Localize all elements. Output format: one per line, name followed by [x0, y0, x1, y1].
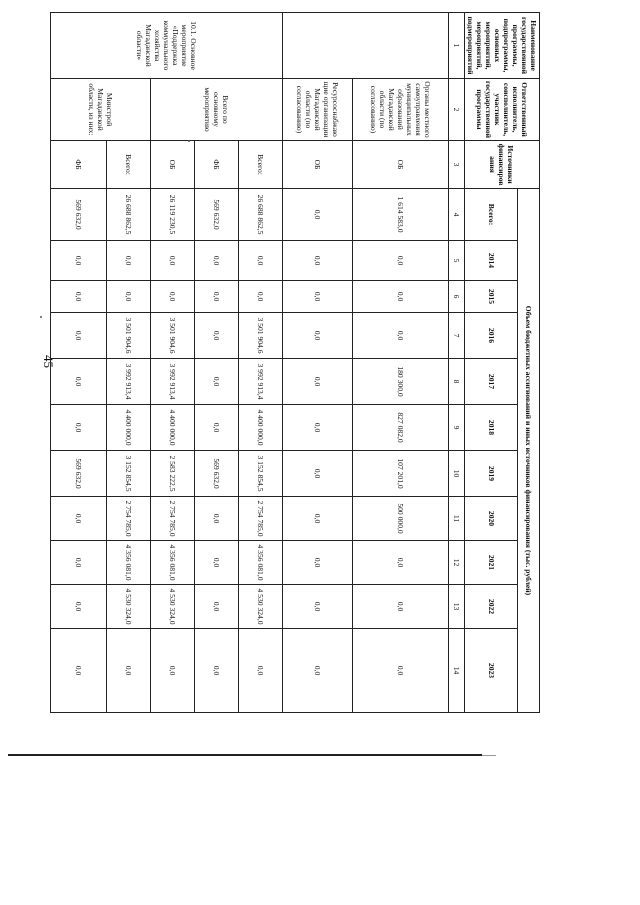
header-name: Наименование государственной программы, подпрограммы, основных мероприятий, мероприятий, подмероприятий [465, 13, 540, 79]
value-cell: 0,0 [283, 497, 353, 541]
value-cell: 0,0 [283, 405, 353, 451]
value-cell: 4 356 081,0 [107, 541, 151, 585]
value-cell: 4 400 000,0 [239, 405, 283, 451]
header-row-1 [518, 13, 540, 713]
measure-name-cell: 10.1. Основное мероприятие «Поддержка коммунального хозяйства Магаданской области» [51, 13, 283, 79]
total-cell: 0,0 [283, 189, 353, 241]
responsible-cell: Ресурсоснабжающие организации Магаданской области (по согласованию) [283, 79, 353, 141]
value-cell: 569 632,0 [195, 451, 239, 497]
source-cell: Всего: [239, 141, 283, 189]
header-responsible: Ответственный исполнитель, соисполнитель, участник государственной программы [465, 79, 540, 141]
column-number-row [449, 13, 465, 713]
value-cell: 3 992 913,4 [151, 359, 195, 405]
header-year: 2015 [465, 281, 518, 313]
page-divider-tail [482, 755, 496, 756]
value-cell: 500 000,0 [353, 497, 449, 541]
value-cell: 0,0 [51, 541, 107, 585]
value-cell: 0,0 [51, 281, 107, 313]
header-total: Всего: [465, 189, 518, 241]
value-cell: 569 632,0 [51, 451, 107, 497]
responsible-cell: Органы местного самоуправления муниципальных образований Магаданской области (по согласованию) [353, 79, 449, 141]
value-cell: 3 152 854,5 [107, 451, 151, 497]
header-year: 2016 [465, 313, 518, 359]
header-year: 2021 [465, 541, 518, 585]
value-cell: 0,0 [353, 281, 449, 313]
value-cell: 0,0 [151, 629, 195, 713]
column-number: 1 [449, 13, 465, 79]
page-number: 45 [41, 355, 56, 368]
column-number: 5 [449, 241, 465, 281]
value-cell: 2 754 785,0 [151, 497, 195, 541]
value-cell: 0,0 [283, 629, 353, 713]
value-cell: 3 501 904,6 [151, 313, 195, 359]
header-year: 2018 [465, 405, 518, 451]
value-cell: 180 300,0 [353, 359, 449, 405]
value-cell: 0,0 [107, 241, 151, 281]
funding-table [50, 12, 540, 713]
value-cell: 0,0 [107, 281, 151, 313]
value-cell: 0,0 [195, 313, 239, 359]
value-cell: 0,0 [353, 629, 449, 713]
source-cell: ОБ [283, 141, 353, 189]
value-cell: 0,0 [151, 281, 195, 313]
table-row [107, 13, 151, 713]
table-row [353, 13, 449, 713]
total-cell: 569 632,0 [195, 189, 239, 241]
rotated-table-wrapper [60, 12, 540, 712]
value-cell: 0,0 [283, 313, 353, 359]
value-cell: 0,0 [151, 241, 195, 281]
value-cell: 0,0 [283, 585, 353, 629]
value-cell: 4 530 324,0 [151, 585, 195, 629]
total-cell: 569 632,0 [51, 189, 107, 241]
source-cell: ФБ [51, 141, 107, 189]
value-cell: 0,0 [195, 281, 239, 313]
source-cell: Всего: [107, 141, 151, 189]
value-cell: 2 583 222,5 [151, 451, 195, 497]
header-year: 2022 [465, 585, 518, 629]
value-cell: 4 400 000,0 [151, 405, 195, 451]
value-cell: 0,0 [353, 585, 449, 629]
source-cell: ОБ [353, 141, 449, 189]
value-cell: 4 530 324,0 [239, 585, 283, 629]
value-cell: 0,0 [51, 497, 107, 541]
value-cell: 0,0 [283, 541, 353, 585]
value-cell: 0,0 [239, 629, 283, 713]
column-number: 3 [449, 141, 465, 189]
value-cell: 0,0 [51, 585, 107, 629]
table-row [239, 13, 283, 713]
value-cell: 0,0 [195, 585, 239, 629]
value-cell: 0,0 [239, 281, 283, 313]
header-year: 2020 [465, 497, 518, 541]
total-cell: 1 614 583,0 [353, 189, 449, 241]
value-cell: 0,0 [51, 241, 107, 281]
column-number: 9 [449, 405, 465, 451]
header-year: 2017 [465, 359, 518, 405]
value-cell: 0,0 [195, 405, 239, 451]
value-cell: 0,0 [195, 541, 239, 585]
value-cell: 827 082,0 [353, 405, 449, 451]
page-divider-line [8, 754, 482, 756]
column-number: 11 [449, 497, 465, 541]
total-cell: 26 119 230,5 [151, 189, 195, 241]
value-cell: 0,0 [51, 629, 107, 713]
value-cell: 0,0 [195, 497, 239, 541]
column-number: 7 [449, 313, 465, 359]
header-funding-group: Объем бюджетных ассигнований и иных источников финансирования (тыс. рублей) [518, 189, 540, 713]
value-cell: 0,0 [51, 359, 107, 405]
header-source: Источники финансирования [465, 141, 540, 189]
value-cell: 3 992 913,4 [239, 359, 283, 405]
value-cell: 0,0 [283, 451, 353, 497]
column-number: 2 [449, 79, 465, 141]
scan-speck [40, 316, 42, 318]
column-number: 10 [449, 451, 465, 497]
header-year: 2019 [465, 451, 518, 497]
column-number: 14 [449, 629, 465, 713]
value-cell: 2 754 785,0 [107, 497, 151, 541]
header-year: 2023 [465, 629, 518, 713]
column-number: 12 [449, 541, 465, 585]
value-cell: 0,0 [195, 241, 239, 281]
total-cell: 26 688 862,5 [107, 189, 151, 241]
value-cell: 0,0 [51, 405, 107, 451]
value-cell: 0,0 [107, 629, 151, 713]
column-number: 13 [449, 585, 465, 629]
value-cell: 0,0 [283, 281, 353, 313]
value-cell: 4 356 081,0 [151, 541, 195, 585]
value-cell: 3 501 904,6 [239, 313, 283, 359]
value-cell: 0,0 [353, 541, 449, 585]
value-cell: 3 501 904,6 [107, 313, 151, 359]
value-cell: 0,0 [283, 241, 353, 281]
header-year: 2014 [465, 241, 518, 281]
value-cell: 107 201,0 [353, 451, 449, 497]
source-cell: ОБ [151, 141, 195, 189]
value-cell: 4 356 081,0 [239, 541, 283, 585]
measure-summary-label: Всего по основному мероприятию [151, 79, 283, 141]
column-number: 8 [449, 359, 465, 405]
scan-speck [188, 140, 190, 142]
program-name-cell [283, 13, 449, 79]
column-number: 6 [449, 281, 465, 313]
value-cell: 2 754 785,0 [239, 497, 283, 541]
value-cell: 0,0 [353, 313, 449, 359]
value-cell: 0,0 [51, 313, 107, 359]
value-cell: 4 400 000,0 [107, 405, 151, 451]
value-cell: 3 992 913,4 [107, 359, 151, 405]
value-cell: 3 152 854,5 [239, 451, 283, 497]
value-cell: 0,0 [239, 241, 283, 281]
ministry-label: Минстрой Магаданской области, из них: [51, 79, 151, 141]
value-cell: 4 530 324,0 [107, 585, 151, 629]
total-cell: 26 688 862,5 [239, 189, 283, 241]
source-cell: ФБ [195, 141, 239, 189]
value-cell: 0,0 [353, 241, 449, 281]
value-cell: 0,0 [195, 629, 239, 713]
table-row [283, 13, 353, 713]
value-cell: 0,0 [283, 359, 353, 405]
column-number: 4 [449, 189, 465, 241]
value-cell: 0,0 [195, 359, 239, 405]
